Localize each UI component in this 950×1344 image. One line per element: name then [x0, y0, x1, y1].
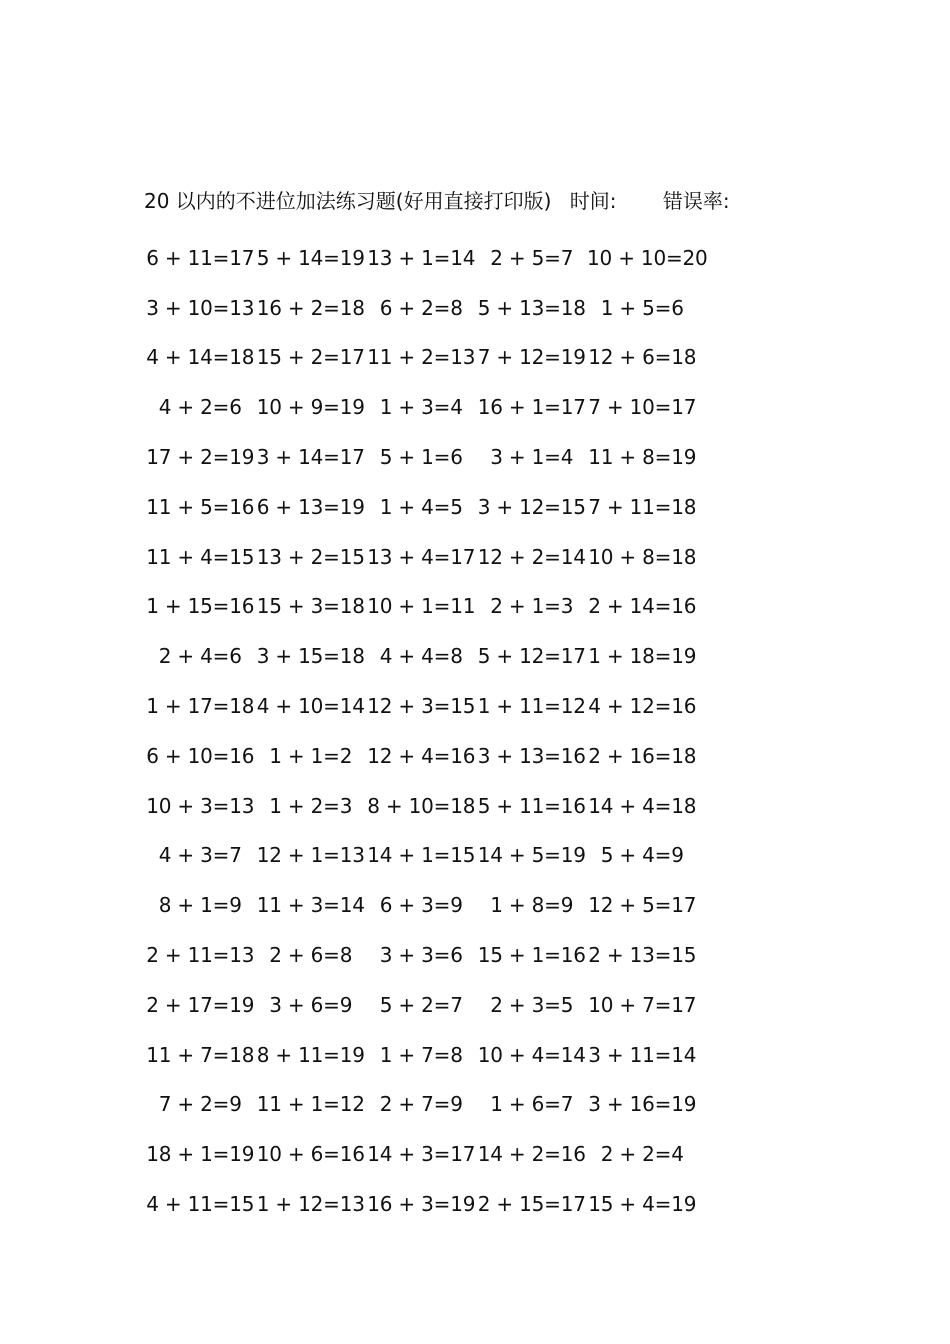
addition-problem: 1 + 15=16 [146, 594, 255, 619]
addition-problem: 3 + 3=6 [379, 943, 463, 968]
problem-row [145, 582, 705, 632]
addition-problem: 1 + 12=13 [256, 1192, 365, 1217]
problem-row [145, 432, 705, 482]
addition-problem: 2 + 1=3 [490, 594, 574, 619]
addition-problem: 4 + 14=18 [146, 345, 255, 370]
addition-problem: 1 + 1=2 [269, 743, 353, 768]
addition-problem: 2 + 5=7 [490, 245, 574, 270]
addition-problem: 11 + 3=14 [256, 893, 365, 918]
addition-problem: 8 + 10=18 [367, 793, 476, 818]
addition-problem: 15 + 1=16 [477, 943, 586, 968]
addition-problem: 3 + 6=9 [269, 992, 353, 1017]
addition-problem: 14 + 1=15 [367, 843, 476, 868]
addition-problem: 3 + 13=16 [477, 743, 586, 768]
addition-problem: 2 + 11=13 [146, 943, 255, 968]
problem-row [145, 333, 705, 383]
addition-problem: 11 + 8=19 [588, 445, 697, 470]
addition-problem: 5 + 14=19 [256, 245, 365, 270]
addition-problem: 1 + 8=9 [490, 893, 574, 918]
problem-grid [145, 233, 708, 1229]
worksheet-header [144, 186, 864, 216]
addition-problem: 5 + 12=17 [477, 644, 586, 669]
addition-problem: 3 + 10=13 [146, 295, 255, 320]
addition-problem: 13 + 4=17 [367, 544, 476, 569]
addition-problem: 10 + 3=13 [146, 793, 255, 818]
addition-problem: 14 + 5=19 [477, 843, 586, 868]
problem-row [145, 482, 705, 532]
addition-problem: 3 + 11=14 [588, 1042, 697, 1067]
addition-problem: 11 + 7=18 [146, 1042, 255, 1067]
addition-problem: 2 + 17=19 [146, 992, 255, 1017]
addition-problem: 16 + 3=19 [367, 1192, 476, 1217]
addition-problem: 10 + 10=20 [587, 245, 708, 270]
worksheet-title: 20 以内的不进位加法练习题(好用直接打印版) [144, 189, 552, 213]
addition-problem: 4 + 4=8 [379, 644, 463, 669]
addition-problem: 2 + 7=9 [379, 1092, 463, 1117]
addition-problem: 4 + 2=6 [158, 395, 242, 420]
addition-problem: 3 + 15=18 [256, 644, 365, 669]
problem-row [145, 1080, 705, 1130]
addition-problem: 13 + 2=15 [256, 544, 365, 569]
addition-problem: 1 + 18=19 [588, 644, 697, 669]
addition-problem: 14 + 3=17 [367, 1142, 476, 1167]
problem-row [145, 731, 705, 781]
addition-problem: 10 + 1=11 [367, 594, 476, 619]
addition-problem: 2 + 16=18 [588, 743, 697, 768]
problem-row [145, 831, 705, 881]
addition-problem: 6 + 11=17 [146, 245, 255, 270]
addition-problem: 3 + 16=19 [588, 1092, 697, 1117]
addition-problem: 1 + 5=6 [600, 295, 684, 320]
addition-problem: 18 + 1=19 [146, 1142, 255, 1167]
addition-problem: 2 + 15=17 [477, 1192, 586, 1217]
addition-problem: 6 + 10=16 [146, 743, 255, 768]
addition-problem: 1 + 4=5 [379, 494, 463, 519]
addition-problem: 12 + 5=17 [588, 893, 697, 918]
addition-problem: 12 + 3=15 [367, 694, 476, 719]
addition-problem: 10 + 4=14 [477, 1042, 586, 1067]
addition-problem: 3 + 14=17 [256, 445, 365, 470]
problem-row [145, 283, 705, 333]
problem-row [145, 980, 705, 1030]
addition-problem: 6 + 2=8 [379, 295, 463, 320]
addition-problem: 12 + 6=18 [588, 345, 697, 370]
problem-row [145, 1129, 705, 1179]
problem-row [145, 781, 705, 831]
addition-problem: 6 + 3=9 [379, 893, 463, 918]
addition-problem: 10 + 6=16 [256, 1142, 365, 1167]
addition-problem: 1 + 2=3 [269, 793, 353, 818]
addition-problem: 7 + 12=19 [477, 345, 586, 370]
addition-problem: 5 + 11=16 [477, 793, 586, 818]
addition-problem: 4 + 12=16 [588, 694, 697, 719]
problem-row [145, 1179, 705, 1229]
addition-problem: 11 + 4=15 [146, 544, 255, 569]
addition-problem: 12 + 2=14 [477, 544, 586, 569]
addition-problem: 2 + 3=5 [490, 992, 574, 1017]
addition-problem: 17 + 2=19 [146, 445, 255, 470]
addition-problem: 12 + 4=16 [367, 743, 476, 768]
error-rate-label: 错误率: [662, 189, 730, 213]
problem-row [145, 631, 705, 681]
addition-problem: 14 + 2=16 [477, 1142, 586, 1167]
time-label: 时间: [569, 189, 617, 213]
addition-problem: 2 + 2=4 [600, 1142, 684, 1167]
addition-problem: 16 + 2=18 [256, 295, 365, 320]
addition-problem: 4 + 3=7 [158, 843, 242, 868]
addition-problem: 5 + 4=9 [600, 843, 684, 868]
addition-problem: 15 + 3=18 [256, 594, 365, 619]
problem-row [145, 880, 705, 930]
addition-problem: 14 + 4=18 [588, 793, 697, 818]
addition-problem: 11 + 5=16 [146, 494, 255, 519]
addition-problem: 2 + 4=6 [158, 644, 242, 669]
addition-problem: 10 + 7=17 [588, 992, 697, 1017]
addition-problem: 1 + 6=7 [490, 1092, 574, 1117]
addition-problem: 5 + 1=6 [379, 445, 463, 470]
addition-problem: 7 + 2=9 [158, 1092, 242, 1117]
addition-problem: 15 + 2=17 [256, 345, 365, 370]
addition-problem: 2 + 14=16 [588, 594, 697, 619]
problem-row [145, 1030, 705, 1080]
problem-row [145, 382, 705, 432]
problem-row [145, 532, 705, 582]
addition-problem: 2 + 6=8 [269, 943, 353, 968]
addition-problem: 10 + 9=19 [256, 395, 365, 420]
addition-problem: 1 + 3=4 [379, 395, 463, 420]
problem-row [145, 930, 705, 980]
addition-problem: 4 + 11=15 [146, 1192, 255, 1217]
addition-problem: 5 + 2=7 [379, 992, 463, 1017]
addition-problem: 7 + 10=17 [588, 395, 697, 420]
addition-problem: 11 + 1=12 [256, 1092, 365, 1117]
problem-row [145, 233, 708, 283]
addition-problem: 1 + 11=12 [477, 694, 586, 719]
addition-problem: 3 + 12=15 [477, 494, 586, 519]
addition-problem: 13 + 1=14 [367, 245, 476, 270]
addition-problem: 6 + 13=19 [256, 494, 365, 519]
addition-problem: 1 + 7=8 [379, 1042, 463, 1067]
addition-problem: 3 + 1=4 [490, 445, 574, 470]
problem-row [145, 681, 705, 731]
addition-problem: 2 + 13=15 [588, 943, 697, 968]
addition-problem: 16 + 1=17 [477, 395, 586, 420]
addition-problem: 8 + 11=19 [256, 1042, 365, 1067]
addition-problem: 7 + 11=18 [588, 494, 697, 519]
addition-problem: 15 + 4=19 [588, 1192, 697, 1217]
addition-problem: 4 + 10=14 [256, 694, 365, 719]
addition-problem: 12 + 1=13 [256, 843, 365, 868]
addition-problem: 1 + 17=18 [146, 694, 255, 719]
addition-problem: 11 + 2=13 [367, 345, 476, 370]
addition-problem: 10 + 8=18 [588, 544, 697, 569]
addition-problem: 5 + 13=18 [477, 295, 586, 320]
addition-problem: 8 + 1=9 [158, 893, 242, 918]
